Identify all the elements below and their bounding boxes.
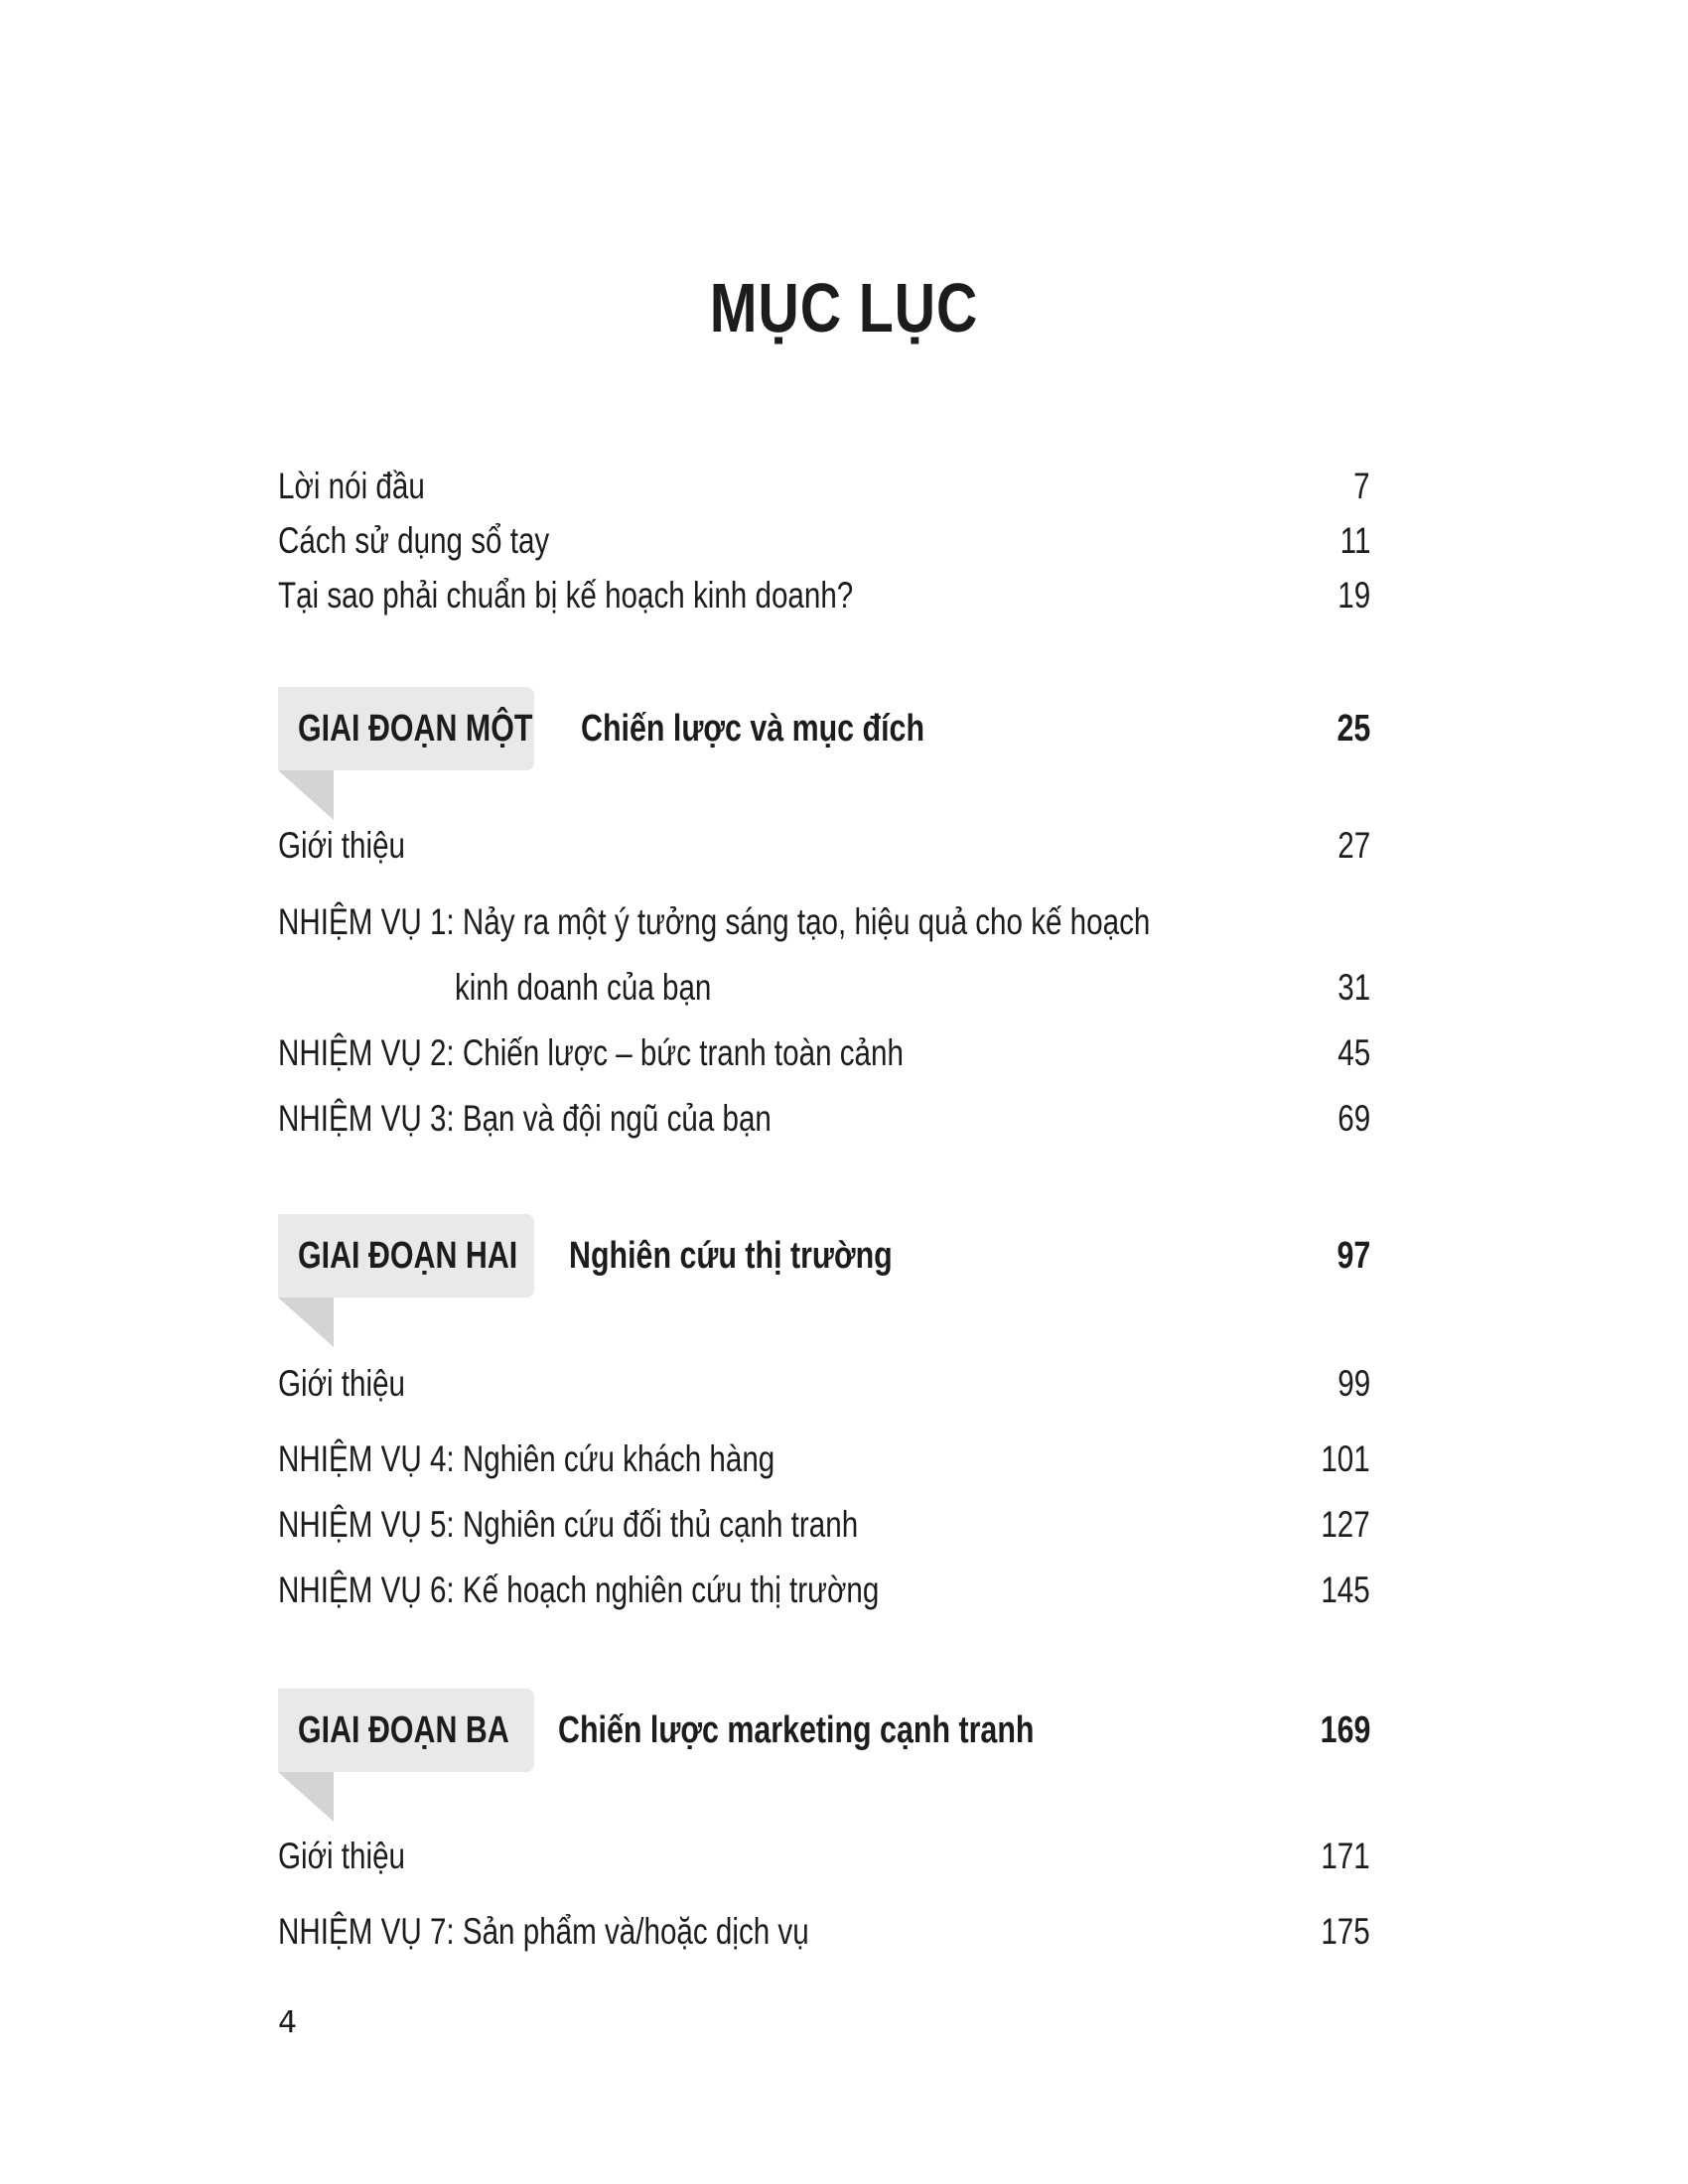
toc-entry-page: 101: [1321, 1438, 1370, 1479]
toc-entry-label: Giới thiệu: [278, 825, 405, 866]
stage-tab-fold: [278, 1772, 334, 1822]
toc-entry-label: Cách sử dụng sổ tay: [278, 520, 550, 561]
toc-entry-task-4[interactable]: [278, 1432, 1370, 1487]
toc-entry-intro-3[interactable]: [278, 1829, 1370, 1884]
toc-entry-label: NHIỆM VỤ 7: Sản phẩm và/hoặc dịch vụ: [278, 1911, 809, 1952]
toc-entry-label: Lời nói đầu: [278, 466, 425, 506]
toc-entry-page: 27: [1337, 825, 1370, 866]
stage-tab-fold: [278, 770, 334, 820]
toc-entry-page: 175: [1321, 1911, 1370, 1952]
toc-entry-page: 171: [1321, 1836, 1370, 1876]
stage-page: 25: [1336, 708, 1370, 750]
toc-entry-page: 99: [1337, 1363, 1370, 1404]
stage-tab-label: GIAI ĐOẠN HAI: [298, 1235, 518, 1277]
toc-entry-how-to-use[interactable]: [278, 513, 1370, 569]
page-title: MỤC LỤC: [709, 269, 979, 346]
toc-entry-task-5[interactable]: [278, 1497, 1370, 1553]
toc-entry-label: NHIỆM VỤ 5: Nghiên cứu đối thủ cạnh tranh: [278, 1504, 859, 1545]
toc-entry-page: 7: [1353, 466, 1370, 506]
toc-entry-page: 19: [1337, 575, 1370, 615]
toc-entry-label: NHIỆM VỤ 3: Bạn và đội ngũ của bạn: [278, 1098, 772, 1139]
toc-entry-label: NHIỆM VỤ 6: Kế hoạch nghiên cứu thị trường: [278, 1570, 880, 1610]
stage-page: 169: [1320, 1709, 1370, 1751]
page-number: 4: [278, 2005, 298, 2040]
toc-entry-page: 69: [1337, 1098, 1370, 1139]
toc-entry-label: NHIỆM VỤ 2: Chiến lược – bức tranh toàn cảnh: [278, 1032, 904, 1073]
toc-entry-page: 45: [1337, 1032, 1370, 1073]
toc-entry-task-1[interactable]: [278, 894, 1370, 950]
toc-entry-task-6[interactable]: [278, 1563, 1370, 1618]
stage-title: Chiến lược và mục đích: [581, 708, 925, 750]
stage-header-3[interactable]: [278, 1689, 1370, 1808]
toc-entry-page: 145: [1321, 1570, 1370, 1610]
stage-title: Chiến lược marketing cạnh tranh: [558, 1709, 1035, 1751]
toc-entry-page: 127: [1321, 1504, 1370, 1545]
toc-entry-label: NHIỆM VỤ 1: Nảy ra một ý tưởng sáng tạo, hiệu quả cho kế hoạch: [278, 901, 1151, 942]
toc-entry-label: NHIỆM VỤ 4: Nghiên cứu khách hàng: [278, 1438, 775, 1479]
toc-entry-label: Tại sao phải chuẩn bị kế hoạch kinh doanh?: [278, 575, 854, 615]
toc-entry-task-3[interactable]: [278, 1091, 1370, 1147]
toc-entry-label: Giới thiệu: [278, 1363, 405, 1404]
toc-entry-task-1-continuation[interactable]: [278, 960, 1370, 1016]
stage-tab-label: GIAI ĐOẠN BA: [298, 1709, 509, 1751]
toc-entry-task-2[interactable]: [278, 1025, 1370, 1081]
toc-entry-preface[interactable]: [278, 459, 1370, 514]
stage-page: 97: [1336, 1235, 1370, 1277]
toc-entry-label: Giới thiệu: [278, 1836, 405, 1876]
toc-entry-page: 31: [1337, 967, 1370, 1008]
stage-tab-label: GIAI ĐOẠN MỘT: [298, 708, 533, 750]
toc-entry-page: 11: [1339, 520, 1370, 561]
stage-header-1[interactable]: [278, 687, 1370, 806]
stage-tab-fold: [278, 1297, 334, 1347]
toc-entry-task-7[interactable]: [278, 1904, 1370, 1960]
toc-entry-why-plan[interactable]: [278, 568, 1370, 623]
stage-header-2[interactable]: [278, 1214, 1370, 1333]
toc-entry-intro-2[interactable]: [278, 1356, 1370, 1412]
toc-entry-intro-1[interactable]: [278, 818, 1370, 874]
toc-entry-label-continuation: kinh doanh của bạn: [455, 967, 712, 1008]
stage-title: Nghiên cứu thị trường: [569, 1235, 893, 1277]
